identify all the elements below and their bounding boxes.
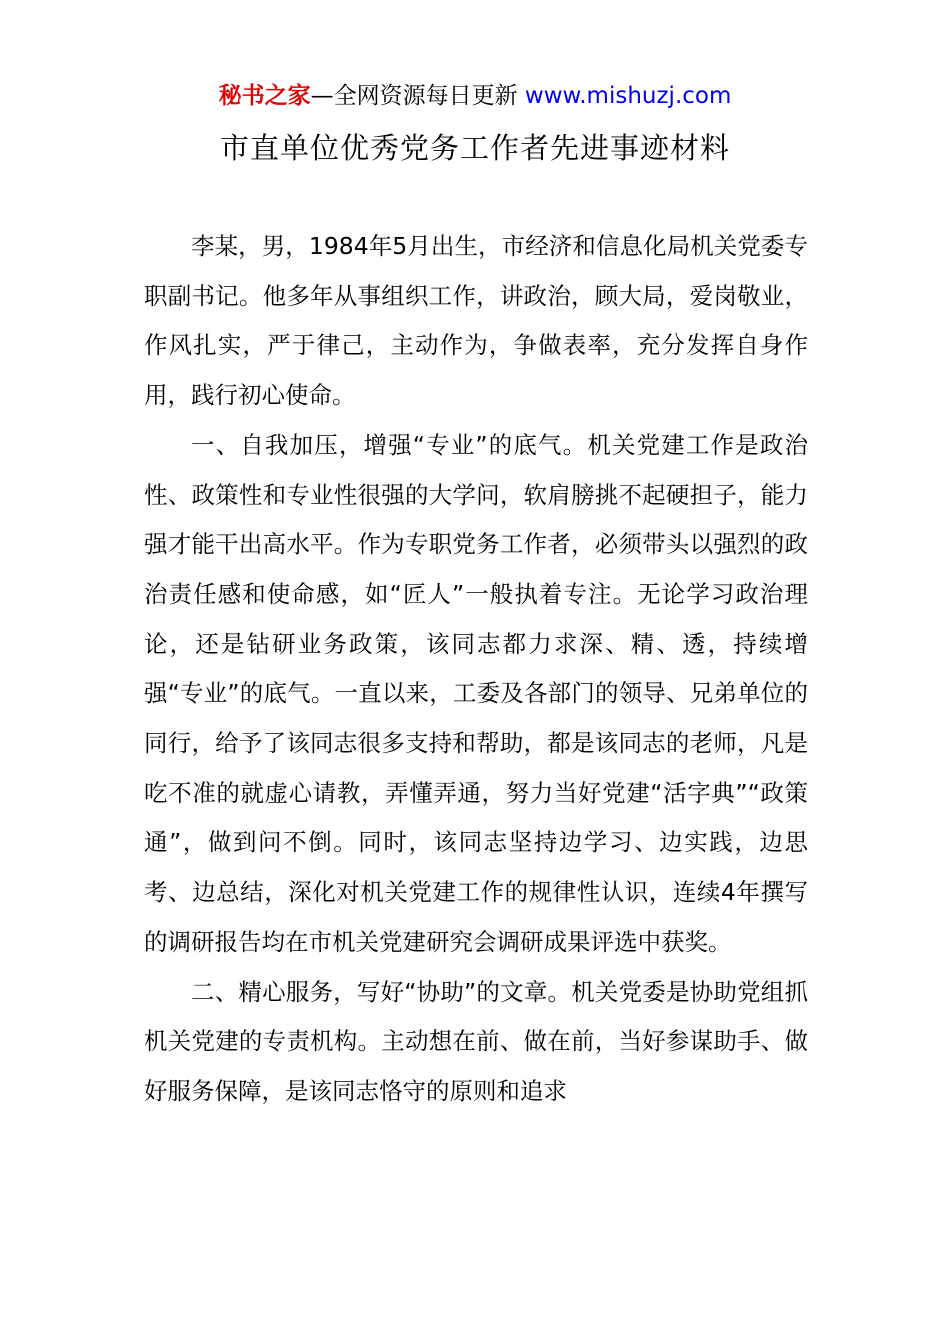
site-header	[0, 80, 950, 112]
document-title: 市直单位优秀党务工作者先进事迹材料	[219, 131, 730, 165]
paragraph-intro: 李某，男，1984年5月出生，市经济和信息化局机关党委专职副书记。他多年从事组织工作，讲政治，顾大局，爱岗敬业，作风扎实，严于律己，主动作为，争做表率，充分发挥自身作用，践行初心使命。	[144, 232, 808, 410]
paragraph-section-2: 二、精心服务，写好“协助”的文章。机关党委是协助党组抓机关党建的专责机构。主动想在前、做在前，当好参谋助手、做好服务保障，是该同志恪守的原则和追求	[144, 977, 808, 1105]
brand-name: 秘书之家	[218, 83, 311, 109]
document-body	[144, 222, 808, 1117]
tagline: —全网资源每日更新	[310, 83, 518, 109]
site-url-link[interactable]: www.mishuzj.com	[524, 83, 732, 109]
paragraph-section-1: 一、自我加压，增强“专业”的底气。机关党建工作是政治性、政策性和专业性很强的大学问，软肩膀挑不起硬担子，能力强才能干出高水平。作为专职党务工作者，必须带头以强烈的政治责任感和使命感，如“匠人”一般执着专注。无论学习政治理论，还是钻研业务政策，该同志都力求深、精、透，持续增强“专业”的底气。一直以来，工委及各部门的领导、兄弟单位的同行，给予了该同志很多支持和帮助，都是该同志的老师，凡是吃不准的就虚心请教，弄懂弄通，努力当好党建“活字典”“政策通”，做到问不倒。同时，该同志坚持边学习、边实践，边思考、边总结，深化对机关党建工作的规律性认识，连续4年撰写的调研报告均在市机关党建研究会调研成果评选中获奖。	[144, 430, 808, 956]
